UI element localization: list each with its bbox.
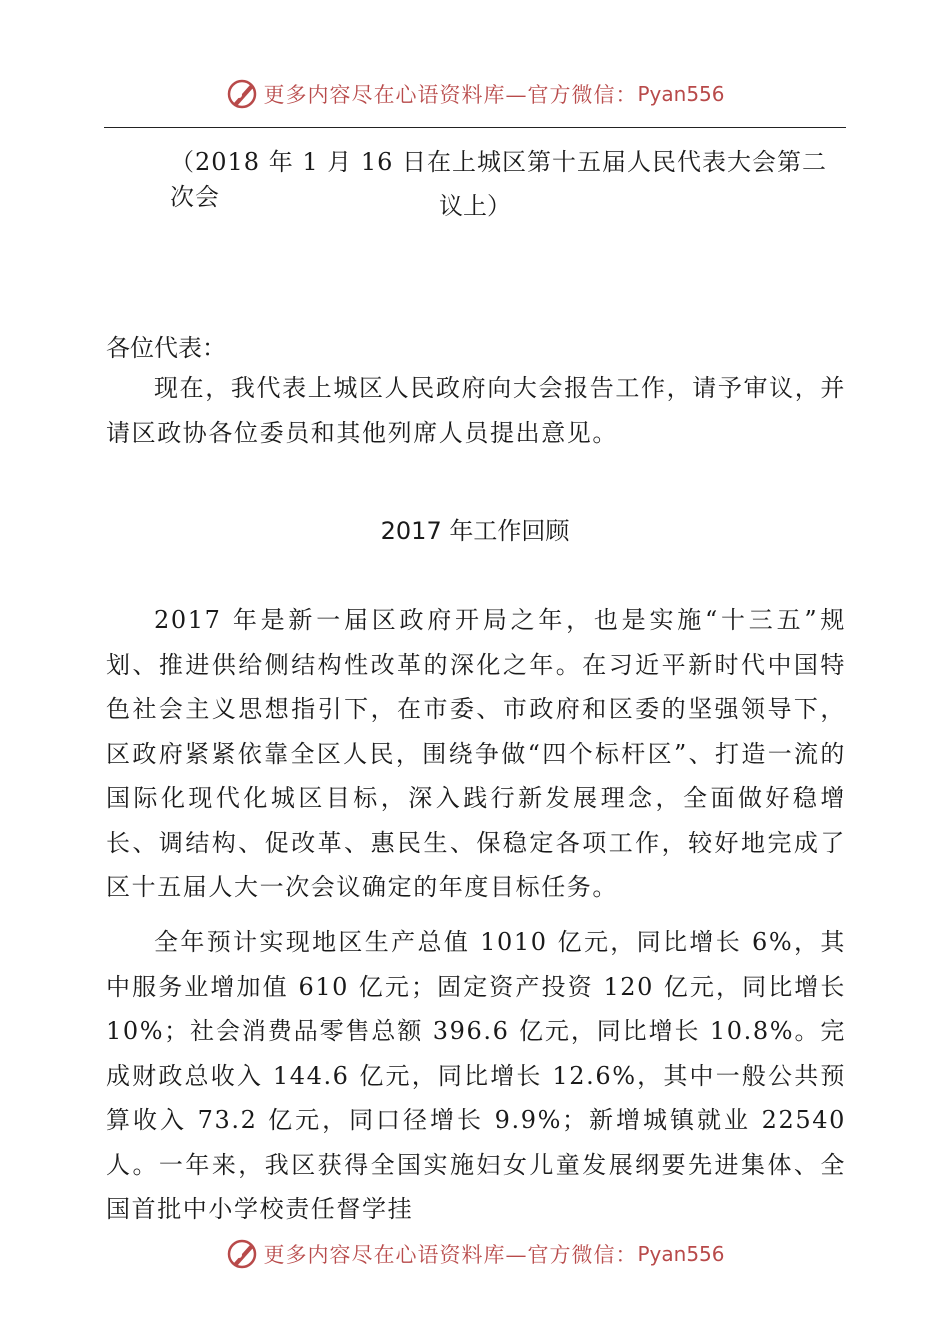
watermark-footer [0, 1234, 950, 1274]
watermark-wechat-id: Pyan556 [637, 1242, 725, 1266]
subtitle-line-1: （2018 年 1 月 16 日在上城区第十五届人民代表大会第二次会 [170, 148, 828, 211]
paragraph-statistics: 全年预计实现地区生产总值 1010 亿元，同比增长 6%，其中服务业增加值 610 亿元；固定资产投资 120 亿元，同比增长 10%；社会消费品零售总额 396.6 亿元，同比增长 10.8%。完成财政总收入 144.6 亿元，同比增长 12.6%，其中一般公共预算收入 73.2 亿元，同口径增长 9.9%；新增城镇就业 22540 人。一年来，我区获得全国实施妇女儿童发展纲要先进集体、全国首批中小学校责任督学挂 [106, 928, 846, 1223]
watermark-header [0, 74, 950, 114]
watermark-text: 更多内容尽在心语资料库—官方微信： [263, 83, 638, 107]
watermark-wechat-id: Pyan556 [637, 82, 725, 106]
header-rule [104, 127, 846, 128]
intro-paragraph: 现在，我代表上城区人民政府向大会报告工作，请予审议，并请区政协各位委员和其他列席人员提出意见。 [106, 374, 846, 447]
salutation: 各位代表： [106, 334, 226, 362]
watermark-text: 更多内容尽在心语资料库—官方微信： [263, 1243, 638, 1267]
paragraph-overview: 2017 年是新一届区政府开局之年，也是实施“十三五”规划、推进供给侧结构性改革的深化之年。在习近平新时代中国特色社会主义思想指引下，在市委、市政府和区委的坚强领导下，区政府紧紧依靠全区人民，围绕争做“四个标杆区”、打造一流的国际化现代化城区目标，深入践行新发展理念，全面做好稳增长、调结构、促改革、惠民生、保稳定各项工作，较好地完成了区十五届人大一次会议确定的年度目标任务。 [106, 606, 846, 901]
pen-logo-icon [225, 1237, 259, 1271]
section-heading: 2017 年工作回顾 [380, 517, 570, 545]
pen-logo-icon [225, 77, 259, 111]
subtitle-line-2: 议上） [439, 192, 511, 220]
